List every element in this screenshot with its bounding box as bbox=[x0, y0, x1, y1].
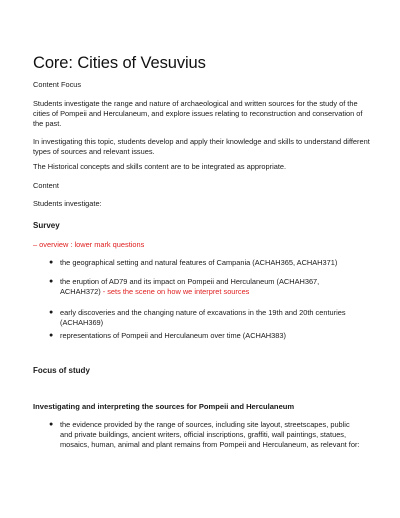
list-item: ● representations of Pompeii and Herculaneum over time (ACHAH383) bbox=[49, 331, 286, 340]
investigating-heading: Investigating and interpreting the sources for Pompeii and Herculaneum bbox=[33, 402, 295, 411]
focus-heading: Focus of study bbox=[33, 366, 90, 375]
list-item: ● the eruption of AD79 and its impact on Pompeii and Herculaneum (ACHAH367, ACHAH372) - sets the scene on how we interpret sources bbox=[49, 277, 320, 297]
bullet-icon: ● bbox=[49, 421, 54, 428]
content-focus-label: Content Focus bbox=[33, 80, 82, 89]
students-investigate: Students investigate: bbox=[33, 199, 102, 208]
bullet-icon: ● bbox=[49, 309, 54, 316]
bullet-icon: ● bbox=[49, 278, 54, 285]
bullet-icon: ● bbox=[49, 259, 54, 266]
page-title: Core: Cities of Vesuvius bbox=[33, 54, 206, 72]
bullet-icon: ● bbox=[49, 332, 54, 339]
list-item: ● early discoveries and the changing nature of excavations in the 19th and 20th centuries (ACHAH369) bbox=[49, 308, 346, 328]
paragraph-intro: Students investigate the range and nature of archaeological and written sources for the study of the cities of Pompeii and Herculaneum, and explore issues relating to reconstruction and conservation of the past. bbox=[33, 99, 363, 129]
paragraph-skills: In investigating this topic, students develop and apply their knowledge and skills to understand different types of sources and relevant issues. bbox=[33, 137, 370, 157]
survey-heading: Survey bbox=[33, 221, 60, 230]
content-label: Content bbox=[33, 181, 59, 190]
survey-note: – overview : lower mark questions bbox=[33, 240, 145, 249]
paragraph-concepts: The Historical concepts and skills content are to be integrated as appropriate. bbox=[33, 162, 287, 171]
list-item: ● the evidence provided by the range of sources, including site layout, streetscapes, public and private buildings, ancient writers, official inscriptions, graffiti, wall paintings, statues, mosaics, human, animal and plant remains from Pompeii and Herculaneum, as relevant for: bbox=[49, 420, 360, 450]
list-item: ● the geographical setting and natural features of Campania (ACHAH365, ACHAH371) bbox=[49, 258, 338, 267]
survey-item-note: - sets the scene on how we interpret sources bbox=[100, 287, 250, 297]
